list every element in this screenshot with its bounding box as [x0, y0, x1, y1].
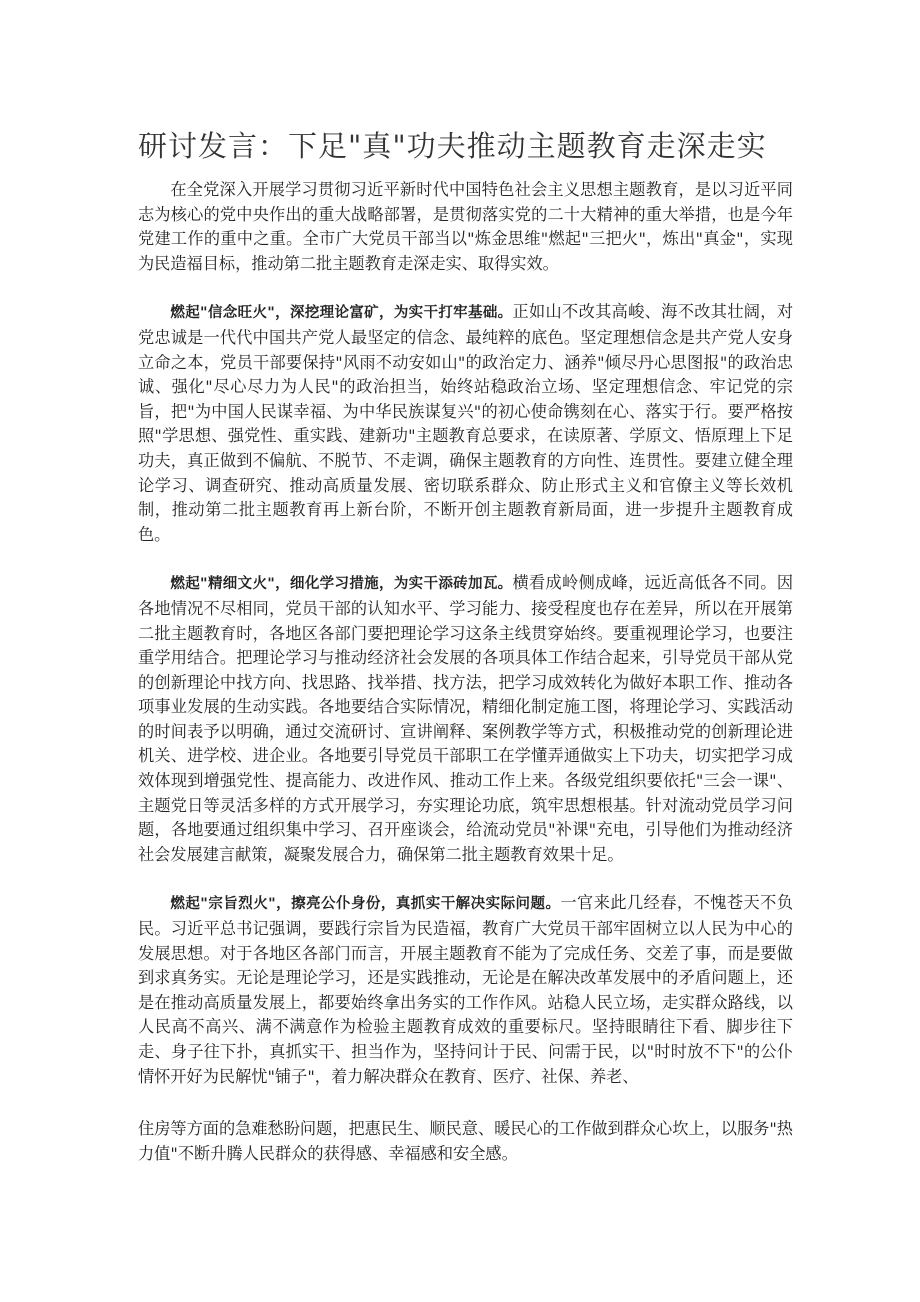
section-paragraph-2 [138, 571, 793, 867]
section-body-3: 一官来此几经春，不愧苍天不负民。习近平总书记强调，要践行宗旨为民造福，教育广大党员干部牢固树立以人民为中心的发展思想。对于各地区各部门而言，开展主题教育不能为了完成任务、交差了事，而是要做到求真务实。无论是理论学习，还是实践推动，无论是在解决改革发展中的矛盾问题上，还是在推动高质量发展上，都要始终拿出务实的工作作风。站稳人民立场，走实群众路线，以人民高不高兴、满不满意作为检验主题教育成效的重要标尺。坚持眼睛往下看、脚步往下走、身子往下扑，真抓实干、担当作为，坚持问计于民、问需于民，以"时时放不下"的公仆情怀开好为民解忧"铺子"，着力解决群众在教育、医疗、社保、养老、 [138, 893, 794, 1086]
section-lead-3: 燃起"宗旨烈火"，擦亮公仆身份，真抓实干解决实际问题。 [170, 896, 561, 913]
section-paragraph-3 [138, 891, 793, 1089]
tail-paragraph: 住房等方面的急难愁盼问题，把惠民生、顺民意、暖民心的工作做到群众心坎上，以服务"热力值"不断升腾人民群众的获得感、幸福感和安全感。 [138, 1119, 793, 1163]
section-lead-2: 燃起"精细文火"，细化学习措施，为实干添砖加瓦。 [170, 576, 513, 593]
document-page [138, 124, 793, 1190]
document-title: 研讨发言：下足"真"功夫推动主题教育走深走实 [138, 129, 767, 163]
section-lead-1: 燃起"信念旺火"，深挖理论富矿，为实干打牢基础。 [170, 305, 513, 322]
section-body-2: 横看成岭侧成峰，远近高低各不同。因各地情况不尽相同，党员干部的认知水平、学习能力、接受程度也存在差异，所以在开展第二批主题教育时，各地区各部门要把理论学习这条主线贯穿始终。要重视理论学习，也要注重学用结合。把理论学习与推动经济社会发展的各项具体工作结合起来，引导党员干部从党的创新理论中找方向、找思路、找举措、找方法，把学习成效转化为做好本职工作、推动各项事业发展的生动实践。各地要结合实际情况，精细化制定施工图，将理论学习、实践活动的时间表予以明确，通过交流研讨、宣讲阐释、案例教学等方式，积极推动党的创新理论进机关、进学校、进企业。各地要引导党员干部职工在学懂弄通做实上下功夫，切实把学习成效体现到增强党性、提高能力、改进作风、推动工作上来。各级党组织要依托"三会一课"、主题党日等灵活多样的方式开展学习，夯实理论功底，筑牢思想根基。针对流动党员学习问题，各地要通过组织集中学习、召开座谈会，给流动党员"补课"充电，引导他们为推动经济社会发展建言献策，凝聚发展合力，确保第二批主题教育效果十足。 [138, 573, 794, 864]
section-paragraph-1 [138, 300, 793, 547]
section-body-1: 正如山不改其高峻、海不改其壮阔，对党忠诚是一代代中国共产党人最坚定的信念、最纯粹的底色。坚定理想信念是共产党人安身立命之本，党员干部要保持"风雨不动安如山"的政治定力、涵养"倾尽丹心思图报"的政治忠诚、强化"尽心尽力为人民"的政治担当，始终站稳政治立场、坚定理想信念、牢记党的宗旨，把"为中国人民谋幸福、为中华民族谋复兴"的初心使命镌刻在心、落实于行。要严格按照"学思想、强党性、重实践、建新功"主题教育总要求，在读原著、学原文、悟原理上下足功夫，真正做到不偏航、不脱节、不走调，确保主题教育的方向性、连贯性。要建立健全理论学习、调查研究、推动高质量发展、密切联系群众、防止形式主义和官僚主义等长效机制，推动第二批主题教育再上新台阶，不断开创主题教育新局面，进一步提升主题教育成色。 [138, 302, 794, 544]
intro-paragraph: 在全党深入开展学习贯彻习近平新时代中国特色社会主义思想主题教育，是以习近平同志为核心的党中央作出的重大战略部署，是贯彻落实党的二十大精神的重大举措，也是今年党建工作的重中之重。全市广大党员干部当以"炼金思维"燃起"三把火"，炼出"真金"，实现为民造福目标，推动第二批主题教育走深走实、取得实效。 [138, 180, 793, 273]
